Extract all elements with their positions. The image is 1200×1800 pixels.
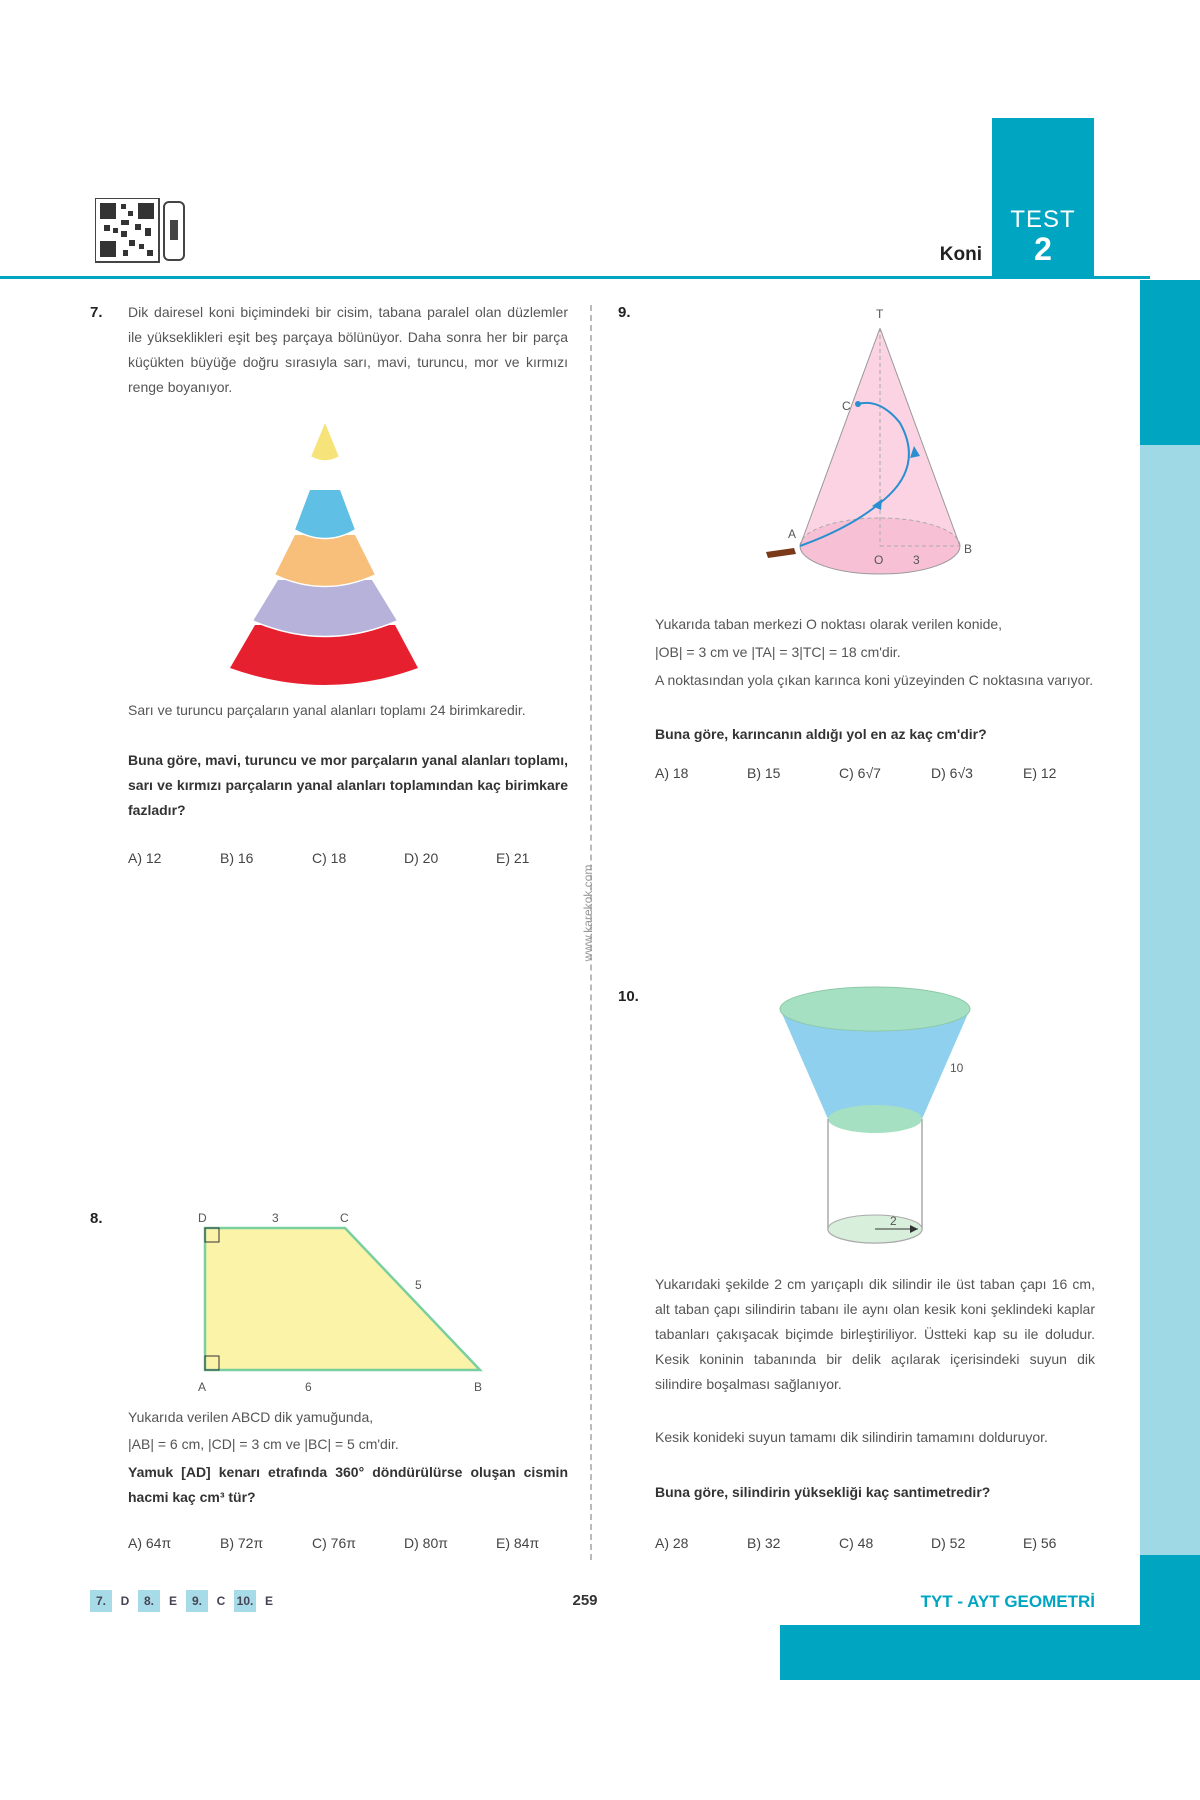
answer-key-letter: E xyxy=(168,1594,177,1608)
q8-label-b: B xyxy=(474,1380,483,1394)
q9-text2: |OB| = 3 cm ve |TA| = 3|TC| = 18 cm'dir. xyxy=(655,644,901,660)
q7-cone-figure xyxy=(215,415,435,685)
q8-options xyxy=(128,1535,588,1551)
q8-label-a: A xyxy=(198,1380,207,1394)
q9-text1: Yukarıda taban merkezi O noktası olarak verilen konide, xyxy=(655,616,1003,632)
answer-key-letter: D xyxy=(120,1594,130,1608)
footer-bar xyxy=(780,1625,1200,1680)
q9-label-a: A xyxy=(788,527,797,541)
q7-option-a[interactable]: A) 12 xyxy=(128,850,162,866)
test-badge xyxy=(992,118,1094,278)
purple-piece xyxy=(253,580,397,637)
q10-label-slant: 10 xyxy=(950,1061,964,1075)
q9-label-o: O xyxy=(874,553,884,567)
q8-option-a[interactable]: A) 64π xyxy=(128,1535,172,1551)
answer-key-letter: E xyxy=(264,1594,273,1608)
q10-option-e[interactable]: E) 56 xyxy=(1023,1535,1057,1551)
q9-label-b: B xyxy=(964,542,973,556)
answer-key-num: 7. xyxy=(90,1590,112,1612)
yellow-piece xyxy=(311,423,339,461)
q10-number: 10. xyxy=(618,988,639,1005)
test-number: 2 xyxy=(1034,231,1052,267)
topic-title: Koni xyxy=(939,244,982,265)
q7-options xyxy=(128,850,588,866)
q7-question: Buna göre, mavi, turuncu ve mor parçaların yanal alanları toplamı, sarı ve kırmızı parçaların yanal alanları toplamından kaç birimkare fazladır? xyxy=(128,752,568,818)
q7-number: 7. xyxy=(90,304,103,321)
q8-option-e[interactable]: E) 84π xyxy=(496,1535,540,1551)
q8-label-bottom: 6 xyxy=(305,1380,312,1394)
right-edge-band xyxy=(1140,280,1200,1620)
answer-key-letter: C xyxy=(216,1594,226,1608)
answer-key-num: 10. xyxy=(234,1590,256,1612)
answer-key-num: 9. xyxy=(186,1590,208,1612)
answer-key xyxy=(90,1590,280,1612)
q9-option-e[interactable]: E) 12 xyxy=(1023,765,1057,781)
q9-option-d[interactable]: D) 6√3 xyxy=(931,765,973,781)
q8-intro: Yukarıda verilen ABCD dik yamuğunda, xyxy=(128,1409,374,1425)
q7-option-d[interactable]: D) 20 xyxy=(404,850,439,866)
qr-code-icon[interactable] xyxy=(95,198,190,264)
q9-option-a[interactable]: A) 18 xyxy=(655,765,689,781)
q8-trapezoid-figure xyxy=(190,1205,500,1400)
q8-label-side: 5 xyxy=(415,1278,422,1292)
q7-option-c[interactable]: C) 18 xyxy=(312,850,347,866)
q7-option-b[interactable]: B) 16 xyxy=(220,850,254,866)
q7-intro: Dik dairesel koni biçimindeki bir cisim, tabana paralel olan düzlemler ile yükseklikleri eşit beş parçaya bölünüyor. Daha sonra her bir parça küçükten büyüğe doğru sırasıyla sarı, mavi, turuncu, mor ve kırmızı renge boyanıyor. xyxy=(128,304,568,395)
q8-option-c[interactable]: C) 76π xyxy=(312,1535,356,1551)
q9-cone-figure xyxy=(750,298,995,583)
q10-option-b[interactable]: B) 32 xyxy=(747,1535,781,1551)
orange-piece xyxy=(275,535,375,587)
q10-label-radius: 2 xyxy=(890,1214,897,1228)
q7-option-e[interactable]: E) 21 xyxy=(496,850,530,866)
q8-label-c: C xyxy=(340,1211,349,1225)
q8-question: Yamuk [AD] kenarı etrafında 360° döndürülürse oluşan cismin hacmi kaç cm³ tür? xyxy=(128,1464,568,1505)
q8-option-b[interactable]: B) 72π xyxy=(220,1535,264,1551)
q8-given: |AB| = 6 cm, |CD| = 3 cm ve |BC| = 5 cm'dir. xyxy=(128,1436,399,1452)
q9-label-c: C xyxy=(842,399,851,413)
q10-question: Buna göre, silindirin yüksekliği kaç santimetredir? xyxy=(655,1484,991,1500)
q9-option-b[interactable]: B) 15 xyxy=(747,765,781,781)
q9-label-t: T xyxy=(876,307,884,321)
header-rule xyxy=(0,276,1150,279)
right-edge-tab xyxy=(1140,280,1200,445)
page-number: 259 xyxy=(572,1592,598,1609)
test-label: TEST xyxy=(1010,206,1076,233)
q8-number: 8. xyxy=(90,1210,103,1227)
answer-key-num: 8. xyxy=(138,1590,160,1612)
q10-options xyxy=(655,1535,1115,1551)
q9-label-r: 3 xyxy=(913,553,920,567)
q9-options xyxy=(655,765,1115,781)
blue-piece xyxy=(295,490,355,539)
q10-text2: Kesik konideki suyun tamamı dik silindirin tamamını dolduruyor. xyxy=(655,1429,1048,1445)
q10-option-c[interactable]: C) 48 xyxy=(839,1535,874,1551)
side-url: www.karekok.com xyxy=(581,864,595,962)
q10-text1: Yukarıdaki şekilde 2 cm yarıçaplı dik silindir ile üst taban çapı 16 cm, alt taban çapı silindirin tabanı ile aynı olan kesik koni şeklindeki kaplar tabanları çakışacak biçimde birleştiriliyor. Üstteki kap su ile doludur. Kesik koninin tabanında bir delik açılarak içerisindeki suyun dik silindire boşalması sağlanıyor. xyxy=(655,1276,1095,1392)
q8-option-d[interactable]: D) 80π xyxy=(404,1535,448,1551)
q8-label-top: 3 xyxy=(272,1211,279,1225)
q7-given: Sarı ve turuncu parçaların yanal alanları toplamı 24 birimkaredir. xyxy=(128,702,526,718)
q9-option-c[interactable]: C) 6√7 xyxy=(839,765,881,781)
q9-text3: A noktasından yola çıkan karınca koni yüzeyinden C noktasına varıyor. xyxy=(655,672,1094,688)
q9-number: 9. xyxy=(618,304,631,321)
q10-option-a[interactable]: A) 28 xyxy=(655,1535,689,1551)
q10-option-d[interactable]: D) 52 xyxy=(931,1535,966,1551)
footer-brand: TYT - AYT GEOMETRİ xyxy=(920,1592,1095,1611)
q8-label-d: D xyxy=(198,1211,207,1225)
q9-question: Buna göre, karıncanın aldığı yol en az kaç cm'dir? xyxy=(655,726,987,742)
q10-vessel-figure xyxy=(770,982,980,1252)
